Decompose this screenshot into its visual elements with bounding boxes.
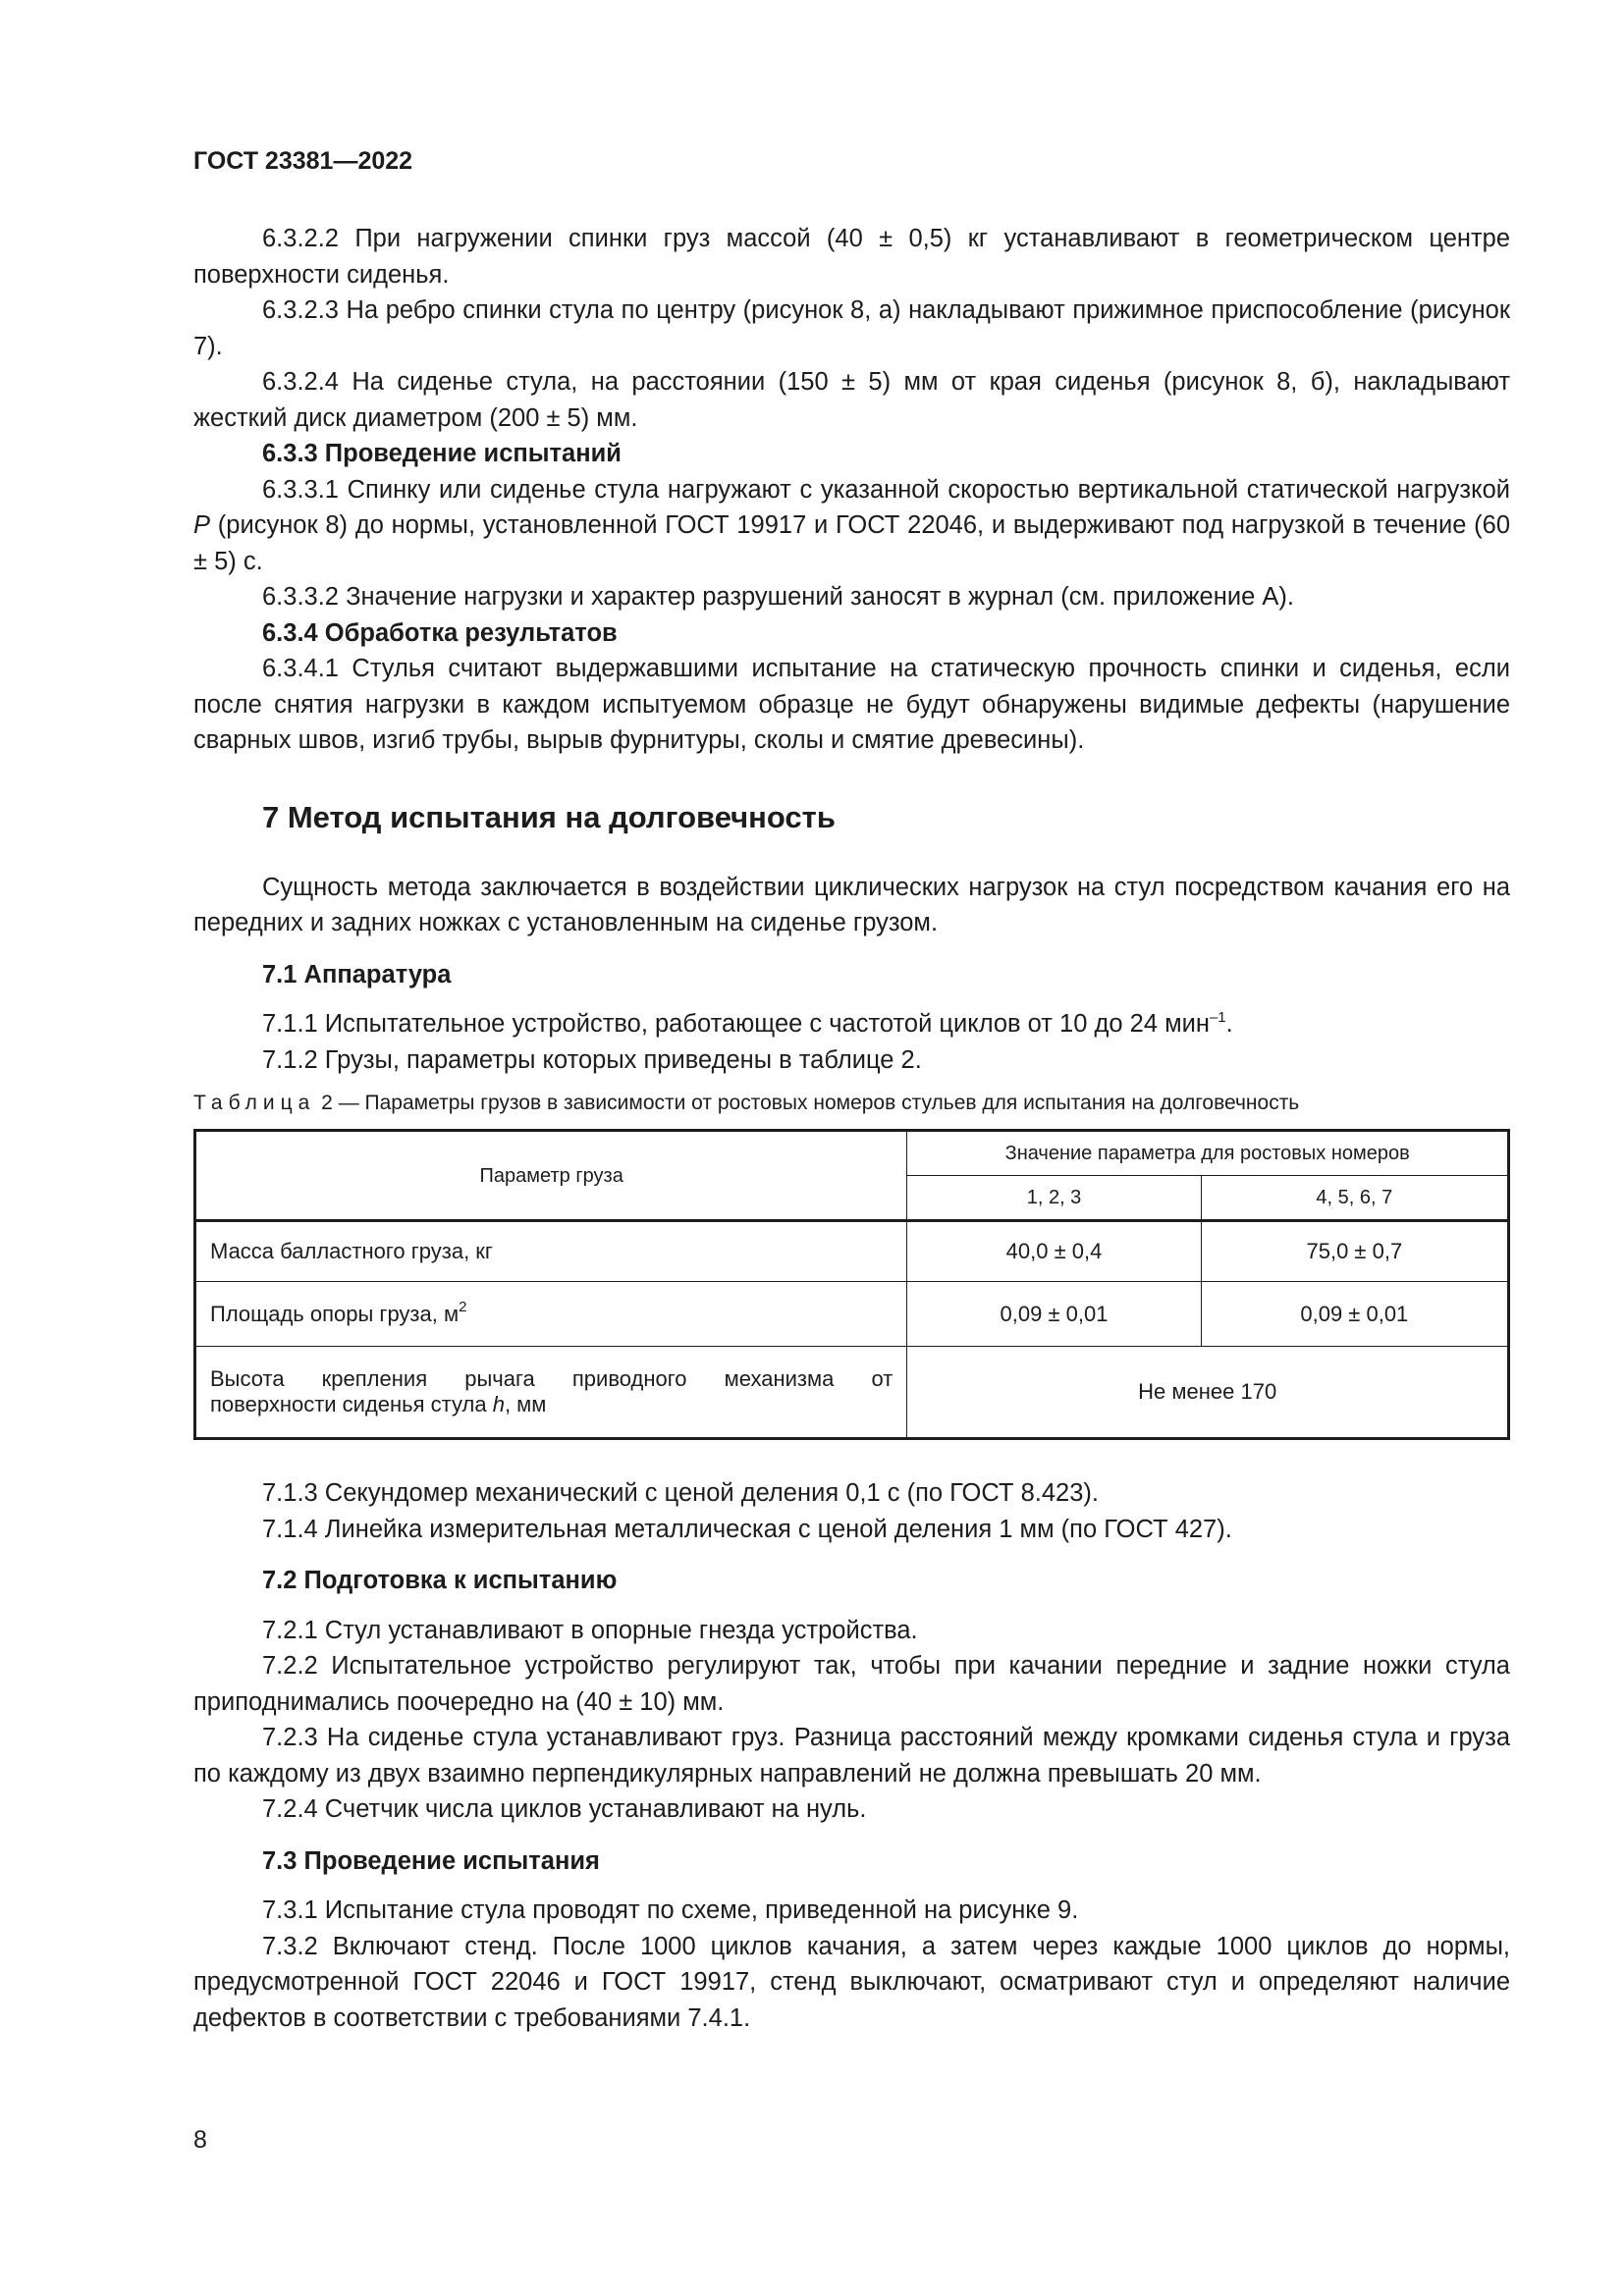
heading-7-2: 7.2 Подготовка к испытанию — [262, 1567, 618, 1594]
height-variable-h: h — [492, 1392, 505, 1416]
paragraph-6-3-3-1-part-2: (рисунок 8) до нормы, установленной ГОСТ 19917 и ГОСТ 22046, и выдерживают под нагрузкой в течение (60 ± 5) с. — [193, 511, 1510, 575]
header-sizes-4-7: 4, 5, 6, 7 — [1201, 1176, 1508, 1221]
paragraph-7-2-4: 7.2.4 Счетчик числа циклов устанавливают на нуль. — [262, 1795, 867, 1823]
paragraph-7-3-1: 7.3.1 Испытание стула проводят по схеме, приведенной на рисунке 9. — [262, 1896, 1079, 1924]
paragraph-6-3-2-2: 6.3.2.2 При нагружении спинки груз массой (40 ± 0,5) кг устанавливают в геометрическом центре поверхности сиденья. — [193, 225, 1510, 289]
table-2-caption — [193, 1090, 1510, 1117]
paragraph-7-1-1-text: 7.1.1 Испытательное устройство, работающее с частотой циклов от 10 до 24 мин — [262, 1010, 1210, 1038]
paragraph-7-1-1 — [193, 1006, 1510, 1042]
paragraph-6-3-2-4: 6.3.2.4 На сиденье стула, на расстоянии (150 ± 5) мм от края сиденья (рисунок 8, б), накладывают жесткий диск диаметром (200 ± 5) мм. — [193, 368, 1510, 432]
table-row — [195, 1347, 1509, 1439]
paragraph-7-2-3: 7.2.3 На сиденье стула устанавливают груз. Разница расстояний между кромками сиденья стула и груза по каждому из двух взаимно перпендикулярных направлений не должна превышать 20 мм. — [193, 1724, 1510, 1788]
cell-area-4-7: 0,09 ± 0,01 — [1201, 1282, 1508, 1347]
row-label-mass: Масса балластного груза, кг — [195, 1221, 907, 1282]
area-exponent: 2 — [459, 1298, 467, 1315]
unit-exponent: –1 — [1209, 1009, 1226, 1026]
cell-mass-4-7: 75,0 ± 0,7 — [1201, 1221, 1508, 1282]
heading-6-3-4: 6.3.4 Обработка результатов — [262, 618, 618, 647]
table-2 — [193, 1129, 1510, 1440]
paragraph-7-1-3: 7.1.3 Секундомер механический с ценой деления 0,1 с (по ГОСТ 8.423). — [262, 1479, 1099, 1507]
paragraph-6-3-2-3: 6.3.2.3 На ребро спинки стула по центру (рисунок 8, а) накладывают прижимное приспособление (рисунок 7). — [193, 296, 1510, 360]
section-7-title: 7 Метод испытания на долговечность — [262, 799, 836, 834]
table-row — [195, 1221, 1509, 1282]
paragraph-7-1-2: 7.1.2 Грузы, параметры которых приведены в таблице 2. — [262, 1045, 922, 1074]
paragraph-6-3-3-2: 6.3.3.2 Значение нагрузки и характер разрушений заносят в журнал (см. приложение А). — [262, 583, 1294, 611]
section-7-intro: Сущность метода заключается в воздействии циклических нагрузок на стул посредством качания его на передних и задних ножках с установленным на сиденье грузом. — [193, 873, 1510, 936]
heading-6-3-3: 6.3.3 Проведение испытаний — [262, 440, 622, 467]
heading-7-3: 7.3 Проведение испытания — [262, 1846, 600, 1875]
row-label-height-line-1: Высота крепления рычага приводного механизма от — [210, 1366, 893, 1391]
table-row — [195, 1282, 1509, 1347]
header-sizes-1-2-3: 1, 2, 3 — [907, 1176, 1201, 1221]
row-label-height — [195, 1347, 907, 1439]
paragraph-6-3-4-1: 6.3.4.1 Стулья считают выдержавшими испытание на статическую прочность спинки и сиденья, если после снятия нагрузки в каждом испытуемом образце не будут обнаружены видимые дефекты (нарушение сварных швов, изгиб трубы, вырыв фурнитуры, сколы и смятие древесины). — [193, 655, 1510, 754]
document-body — [193, 221, 1510, 2036]
row-label-area — [195, 1282, 907, 1347]
heading-7-1: 7.1 Аппаратура — [262, 960, 452, 988]
paragraph-7-2-2: 7.2.2 Испытательное устройство регулируют так, чтобы при качании передние и задние ножки стула приподнимались поочередно на (40 ± 10) мм. — [193, 1652, 1510, 1716]
cell-height-value: Не менее 170 — [907, 1347, 1509, 1439]
paragraph-7-1-4: 7.1.4 Линейка измерительная металлическая с ценой деления 1 мм (по ГОСТ 427). — [262, 1515, 1232, 1543]
row-label-height-line-2 — [210, 1392, 893, 1417]
load-variable-p: P — [193, 511, 211, 539]
paragraph-7-1-1-end: . — [1225, 1010, 1233, 1038]
table-caption-text: 2 — Параметры грузов в зависимости от ростовых номеров стульев для испытания на долговечность — [315, 1092, 1300, 1114]
paragraph-7-3-2: 7.3.2 Включают стенд. После 1000 циклов качания, а затем через каждые 1000 циклов до нормы, предусмотренной ГОСТ 22046 и ГОСТ 19917, стенд выключают, осматривают стул и определяют наличие дефектов в соответствии с требованиями 7.4.1. — [193, 1932, 1510, 2032]
paragraph-7-2-1: 7.2.1 Стул устанавливают в опорные гнезда устройства. — [262, 1616, 918, 1644]
header-value-group: Значение параметра для ростовых номеров — [907, 1131, 1509, 1176]
document-header: ГОСТ 23381—2022 — [193, 147, 413, 175]
cell-mass-1-2-3: 40,0 ± 0,4 — [907, 1221, 1201, 1282]
paragraph-6-3-3-1-part-1: 6.3.3.1 Спинку или сиденье стула нагружают с указанной скоростью вертикальной статической нагрузкой — [262, 475, 1510, 504]
table-caption-word: Таблица — [193, 1092, 316, 1114]
row-label-height-unit: , мм — [504, 1392, 547, 1416]
row-label-height-line-2-text: поверхности сиденья стула — [210, 1392, 493, 1416]
header-param: Параметр груза — [195, 1131, 907, 1221]
page-number: 8 — [193, 2126, 207, 2154]
cell-area-1-2-3: 0,09 ± 0,01 — [907, 1282, 1201, 1347]
row-label-area-text: Площадь опоры груза, м — [210, 1301, 460, 1326]
paragraph-6-3-3-1 — [193, 472, 1510, 580]
